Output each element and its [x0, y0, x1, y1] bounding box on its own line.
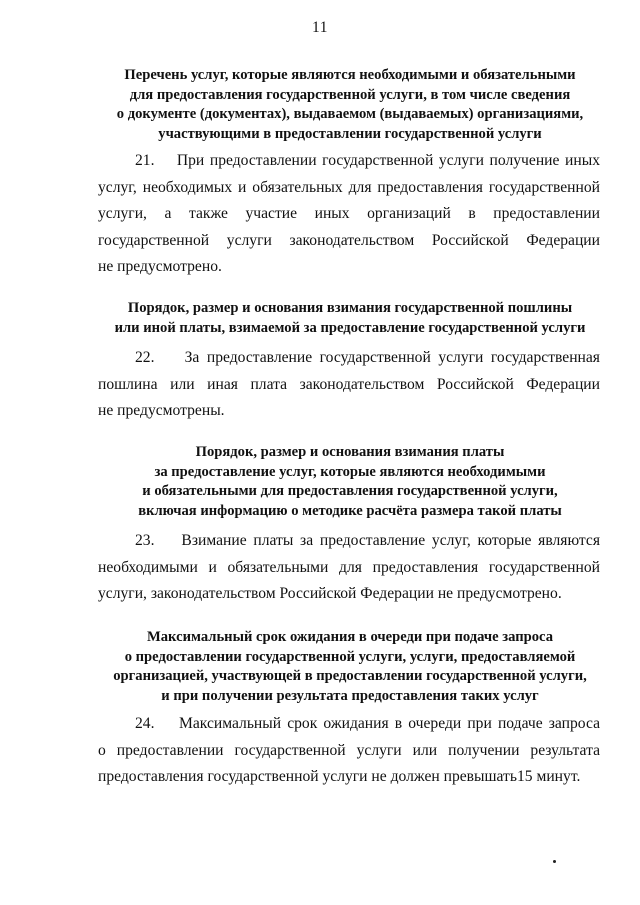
heading-line: организацией, участвующей в предоставлении государственной услуги, [113, 668, 587, 684]
paragraph-line: услуг, необходимых и обязательных для предоставления государственной [98, 178, 600, 196]
paragraph-line: не предусмотрены. [98, 402, 225, 420]
page-number: 11 [312, 19, 328, 36]
heading-line: Перечень услуг, которые являются необходимыми и обязательными [124, 67, 576, 83]
heading-line: включая информацию о методике расчёта размера такой платы [138, 502, 562, 519]
paragraph-line: предоставления государственной услуги не должен превышать15 минут. [98, 768, 581, 786]
section-heading-queue-time [96, 628, 604, 706]
paragraph-line: 22. За предоставление государственной услуги государственная [135, 349, 600, 366]
paragraph-line: 21. При предоставлении государственной услуги получение иных [135, 152, 600, 169]
paragraph-line: 24. Максимальный срок ожидания в очереди при подаче запроса [135, 715, 600, 732]
heading-line: Порядок, размер и основания взимания платы [195, 444, 505, 460]
section-heading-services-list [96, 66, 604, 144]
paragraph-line: услуги, законодательством Российской Федерации не предусмотрено. [98, 585, 562, 603]
heading-line: о документе (документах), выдаваемом (выдаваемых) организациями, [116, 106, 584, 122]
paragraph-22 [98, 345, 600, 425]
heading-line: и при получении результата предоставления таких услуг [161, 687, 539, 704]
paragraph-line: пошлина или иная плата законодательством Российской Федерации [98, 375, 600, 393]
heading-line: Порядок, размер и основания взимания государственной пошлины [127, 300, 573, 316]
heading-line: или иной платы, взимаемой за предоставление государственной услуги [114, 319, 586, 336]
scan-speck [553, 860, 556, 863]
paragraph-line: государственной услуги законодательством Российской Федерации [98, 231, 600, 249]
heading-line: для предоставления государственной услуги, в том числе сведения [129, 86, 571, 103]
paragraph-line: необходимыми и обязательными для предоставления государственной [98, 558, 600, 576]
heading-line: Максимальный срок ожидания в очереди при подаче запроса [146, 629, 553, 645]
heading-line: и обязательными для предоставления государственной услуги, [142, 483, 558, 499]
paragraph-21 [98, 148, 600, 281]
paragraph-23 [98, 528, 600, 608]
paragraph-line: не предусмотрено. [98, 258, 222, 276]
heading-line: за предоставление услуг, которые являются необходимыми [154, 463, 546, 480]
paragraph-line: о предоставлении государственной услуги или получении результата [98, 741, 600, 759]
section-heading-state-duty [96, 299, 604, 338]
heading-line: о предоставлении государственной услуги, услуги, предоставляемой [124, 648, 576, 665]
paragraph-24 [98, 711, 600, 791]
section-heading-fee-procedure [96, 443, 604, 521]
paragraph-line: услуги, а также участие иных организаций в предоставлении [98, 205, 600, 223]
heading-line: участвующими в предоставлении государственной услуги [158, 125, 542, 142]
paragraph-line: 23. Взимание платы за предоставление услуг, которые являются [135, 532, 600, 549]
